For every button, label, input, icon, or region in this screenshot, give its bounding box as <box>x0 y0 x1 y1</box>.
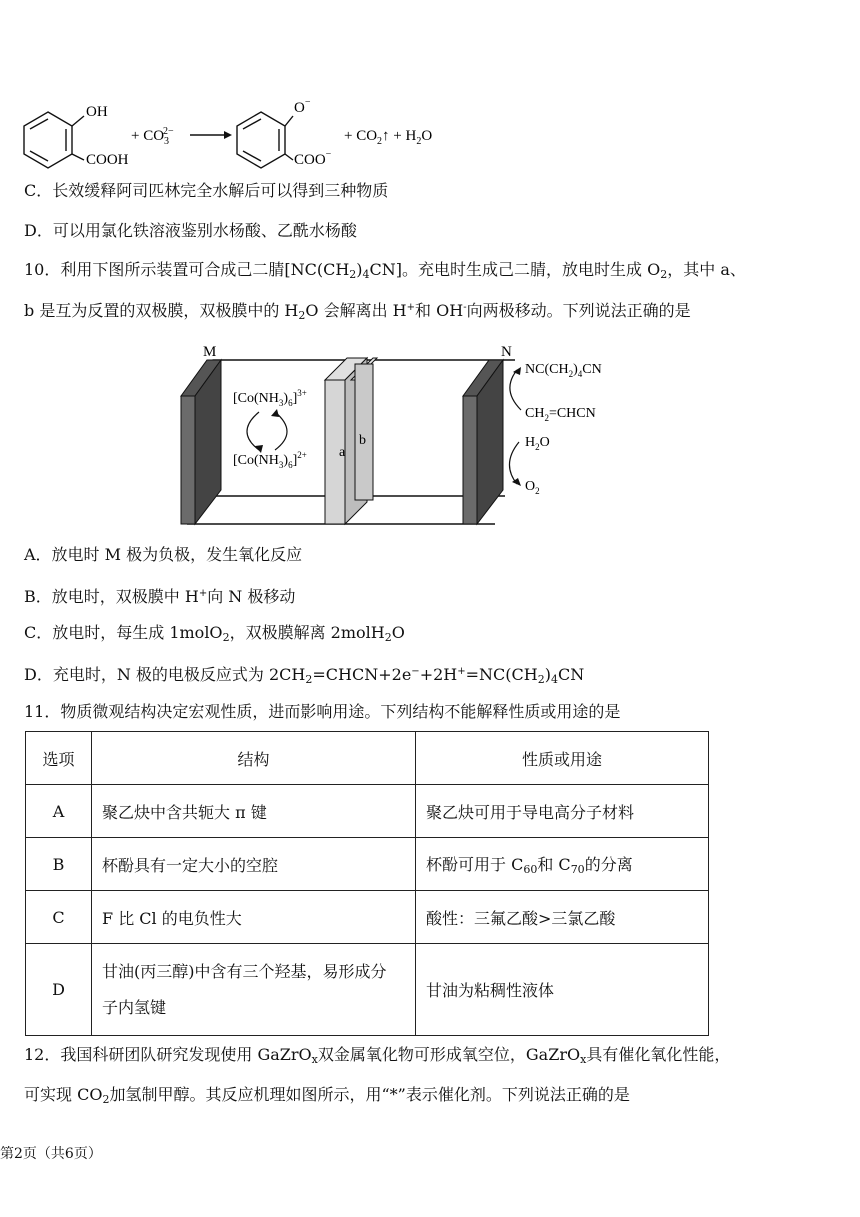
table-row <box>26 944 709 1036</box>
q12-line2: 可实现 $CO_2$加氢制甲醇。其反应机理如图所示，用“*”表示催化剂。下列说法正确的是 <box>24 1085 630 1106</box>
row-use: 甘油为粘稠性液体 <box>416 944 709 1036</box>
q12-line1: 12．我国科研团队研究发现使用 GaZrO$_x$双金属氧化物可形成氧空位，GaZrO$_x$具有催化氧化性能， <box>24 1045 731 1066</box>
page-footer: 第2页（共6页） <box>0 1146 102 1162</box>
row-structure: 甘油(丙三醇)中含有三个羟基，易形成分 子内氢键 <box>92 944 416 1036</box>
row-structure: 聚乙炔中含共轭大 π 键 <box>92 785 416 838</box>
adiponitrile-label: $NC(CH_2)_4CN$ <box>525 362 602 379</box>
row-option: A <box>26 785 92 838</box>
co-cycle-arrows <box>247 412 287 450</box>
q11-stem: 11．物质微观结构决定宏观性质，进而影响用途。下列结构不能解释性质或用途的是 <box>24 702 621 721</box>
cycle-arrowhead-up <box>271 409 279 417</box>
cycle-arrowhead-down <box>255 445 263 453</box>
salicylic-acid-structure <box>24 112 84 168</box>
q10-option-c: C．放电时，每生成 1molO$_2$，双极膜解离 2molH$_2$O <box>24 623 405 644</box>
n-side-arrows <box>509 370 521 484</box>
oxygen-label: $O_2$ <box>525 479 540 496</box>
salicylate-structure <box>237 112 293 168</box>
header-structure: 结构 <box>92 732 416 785</box>
electrolysis-cell-diagram <box>175 340 635 532</box>
q10-option-a: A．放电时 M 极为负极，发生氧化反应 <box>24 545 303 564</box>
reaction-arrow <box>190 131 232 139</box>
salicylate-coo: COO− <box>294 149 332 168</box>
row-use: 酸性：三氟乙酸>三氯乙酸 <box>416 891 709 944</box>
table-row <box>26 838 709 891</box>
plus-carbonate: + $CO_32-$ <box>131 126 174 147</box>
acrylonitrile-label: $CH_2=CHCN$ <box>525 406 596 423</box>
q9-option-d: D．可以用氯化铁溶液鉴别水杨酸、乙酰水杨酸 <box>24 221 357 240</box>
row-use: 聚乙炔可用于导电高分子材料 <box>416 785 709 838</box>
row-structure: 杯酚具有一定大小的空腔 <box>92 838 416 891</box>
salicylate-o: O− <box>294 97 311 116</box>
co-complex-2plus: $[Co(NH_3)_6]^{2+}$ <box>233 450 307 470</box>
q10-stem-line1: 10．利用下图所示装置可合成己二腈$[NC(CH_2)_4CN]$。充电时生成己二腈，放电时生成 $O_2$，其中 a、 <box>24 260 746 281</box>
q11-options-table <box>25 731 709 1036</box>
plus-co2-h2o: + $CO_2↑ + H_2O$ <box>344 128 433 147</box>
row-use: 杯酚可用于 $C_{60}$和 $C_{70}$的分离 <box>416 838 709 891</box>
header-use: 性质或用途 <box>416 732 709 785</box>
row-option: B <box>26 838 92 891</box>
row-option: D <box>26 944 92 1036</box>
salicylic-cooh: COOH <box>86 152 129 168</box>
q10-option-b: B．放电时，双极膜中 H+向 N 极移动 <box>24 587 296 606</box>
co-complex-3plus: $[Co(NH_3)_6]^{3+}$ <box>233 388 307 408</box>
electrode-m <box>181 360 221 524</box>
q10-stem-line2: b 是互为反置的双极膜，双极膜中的 $H_2O$ 会解离出 H+和 OH-向两极移动。下列说法正确的是 <box>24 301 691 322</box>
reaction-equation <box>0 92 520 174</box>
label-n: N <box>501 344 512 360</box>
row-option: C <box>26 891 92 944</box>
membrane-b <box>351 358 377 500</box>
table-header-row <box>26 732 709 785</box>
water-label: $H_2O$ <box>525 435 550 452</box>
label-m: M <box>203 344 217 360</box>
row-structure: F 比 Cl 的电负性大 <box>92 891 416 944</box>
salicylic-oh: OH <box>86 104 108 120</box>
table-row <box>26 785 709 838</box>
q9-option-c: C．长效缓释阿司匹林完全水解后可以得到三种物质 <box>24 181 389 200</box>
q10-option-d: D．充电时，N 极的电极反应式为 $2CH_2=CHCN+2e^-+2H^+=NC(CH_2)_4CN$ <box>24 665 585 686</box>
membrane-b-label: b <box>359 433 366 448</box>
header-option: 选项 <box>26 732 92 785</box>
membrane-a-label: a <box>339 445 346 460</box>
table-row <box>26 891 709 944</box>
electrode-n <box>463 360 503 524</box>
